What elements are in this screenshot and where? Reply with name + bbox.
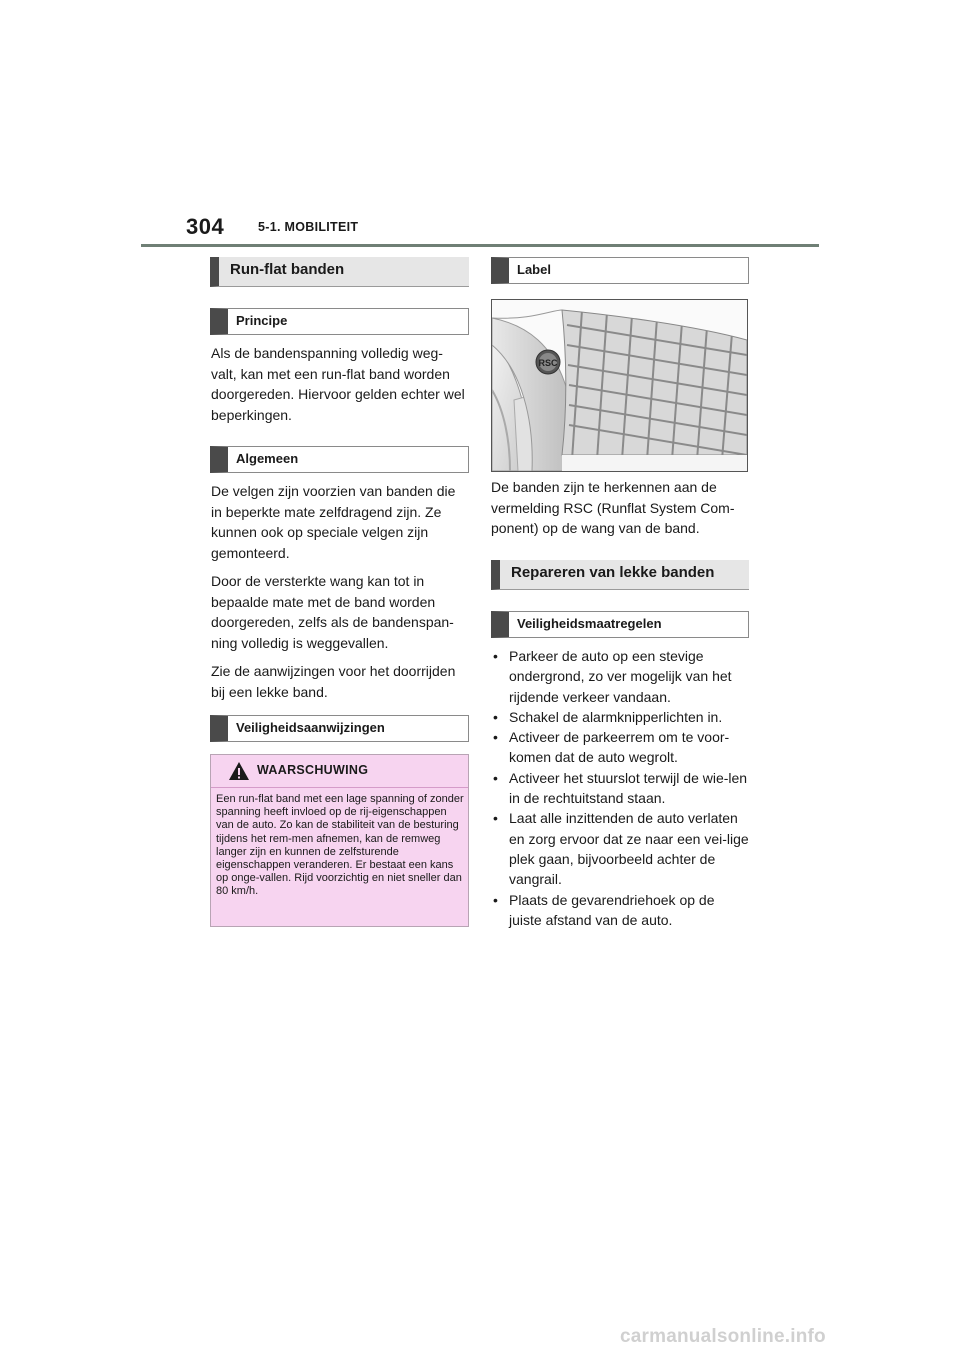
list-item-text: Plaats de gevarendriehoek op de juiste afstand van de auto. (509, 891, 715, 928)
list-item-text: Schakel de alarmknipperlichten in. (509, 708, 723, 725)
list-item (491, 727, 749, 768)
bullet-icon: • (493, 708, 498, 725)
svg-text:RSC: RSC (538, 358, 558, 368)
warning-title: WAARSCHUWING (257, 763, 369, 777)
subheading-algemeen: Algemeen (210, 446, 469, 473)
bullet-icon: • (493, 891, 498, 908)
principe-paragraph (211, 343, 465, 433)
bullet-icon: • (493, 810, 498, 827)
subheading-label: Label (491, 257, 749, 284)
list-item (491, 768, 749, 809)
label-text: De banden zijn te herkennen aan de vermelding RSC (Runflat System Com-ponent) op de wang van de band. (491, 479, 735, 536)
section-label: 5-1. MOBILITEIT (258, 220, 359, 234)
principe-text: Als de bandenspanning volledig weg-valt, kan met een run-flat band worden doorgereden. Hiervoor gelden echter wel beperkingen. (211, 345, 465, 423)
safety-bullet-list (491, 646, 749, 930)
list-item (491, 808, 749, 889)
heading-run-flat-banden: Run-flat banden (210, 257, 469, 287)
list-item-text: Laat alle inzittenden de auto verlaten en zorg ervoor dat ze naar een vei-lige plek gaan, bijvoorbeeld achter de vangrail. (509, 810, 749, 888)
list-item (491, 707, 749, 727)
subheading-veiligheidsmaatregelen: Veiligheidsmaatregelen (491, 611, 749, 638)
page-number: 304 (186, 214, 225, 239)
list-item-text: Parkeer de auto op een stevige ondergrond, zo ver mogelijk van het rijdende verkeer vandaan. (509, 648, 732, 705)
list-item (491, 646, 749, 707)
algemeen-paragraph: Door de versterkte wang kan tot in bepaalde mate met de band worden doorgereden, zelfs als de bandenspan-ning volledig is weggevallen. (211, 573, 454, 651)
list-item (491, 890, 749, 931)
label-paragraph (491, 477, 749, 547)
bullet-icon: • (493, 769, 498, 786)
warning-header (211, 755, 468, 788)
algemeen-body (211, 481, 465, 710)
list-item-text: Activeer de parkeerrem om te voor-komen dat de auto wegrolt. (509, 729, 730, 766)
algemeen-paragraph: De velgen zijn voorzien van banden die in beperkte mate zelfdragend zijn. Ze kunnen ook op speciale velgen zijn gemonteerd. (211, 483, 456, 561)
header-divider (141, 244, 819, 247)
list-item-text: Activeer het stuurslot terwijl de wie-len in de rechtuitstand staan. (509, 769, 748, 807)
subheading-veiligheidsaanwijzingen: Veiligheidsaanwijzingen (210, 715, 469, 742)
bullet-icon: • (493, 729, 498, 746)
warning-box (210, 754, 469, 927)
bullet-icon: • (493, 648, 498, 664)
heading-repareren-lekke-banden: Repareren van lekke banden (491, 560, 749, 590)
algemeen-paragraph: Zie de aanwijzingen voor het doorrijden bij een lekke band. (211, 663, 456, 700)
warning-text: Een run-flat band met een lage spanning of zonder spanning heeft invloed op de rij-eigenschappen van de auto. Zo kan de stabiliteit van de besturing tijdens het rem-men afnemen, kan de remweg langer zijn en kunnen de zelfsturende eigenschappen veranderen. Er bestaat een kans op onge-vallen. Rijd voorzichtig en niet sneller dan 80 km/h. (216, 793, 464, 898)
watermark: carmanualsonline.info (620, 1326, 826, 1347)
tire-rsc-image (491, 299, 748, 472)
warning-triangle-icon (228, 761, 250, 781)
subheading-principe: Principe (210, 308, 469, 335)
tire-illustration (492, 300, 747, 471)
